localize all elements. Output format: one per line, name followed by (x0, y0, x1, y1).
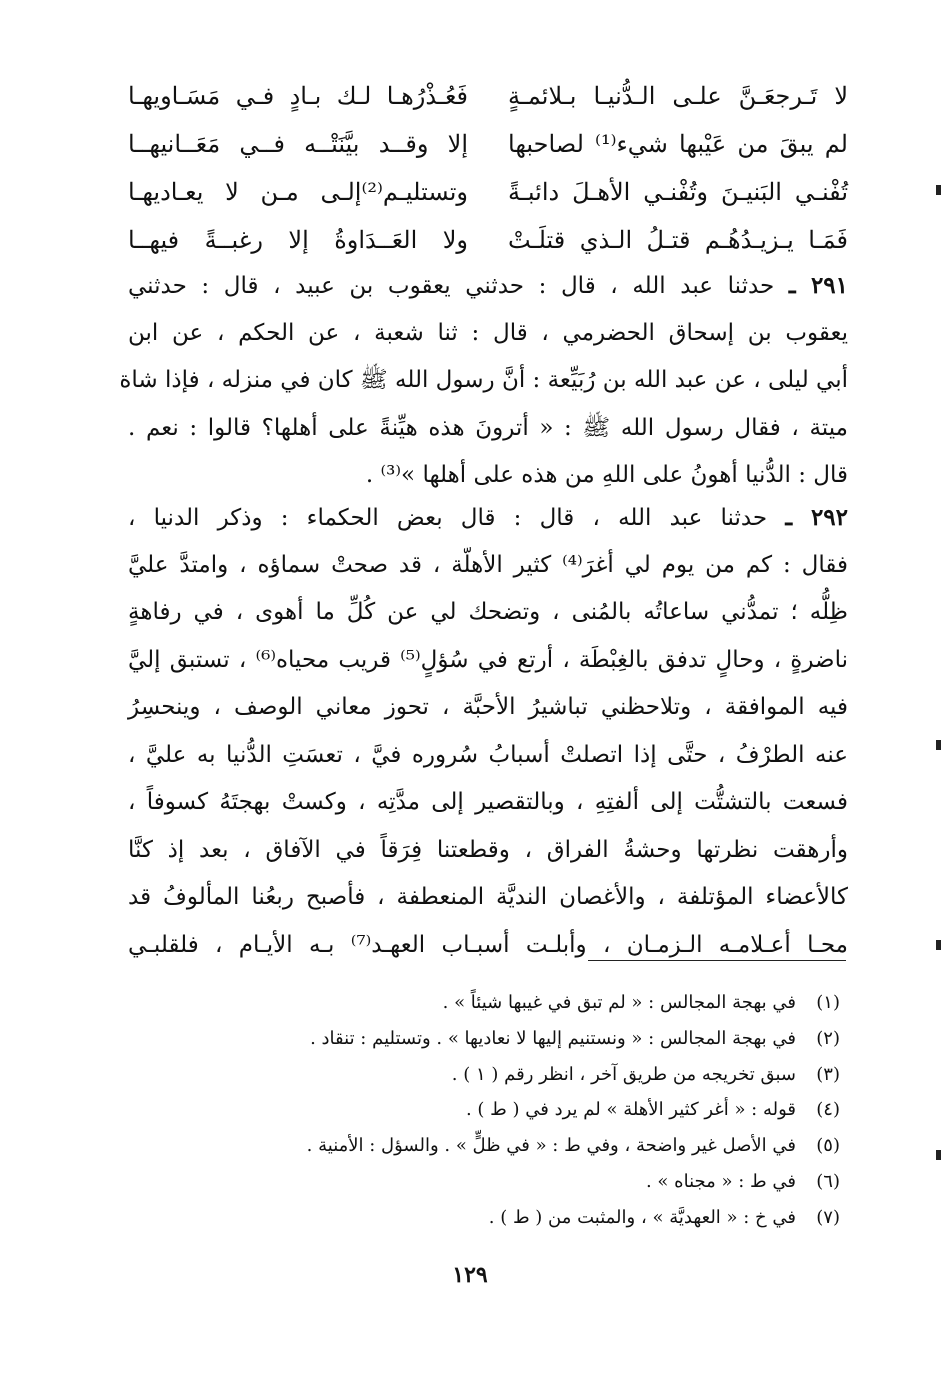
verse-first-hemistich: لا تَـرجعَـنَّ علـى الـدُّنيـا بـلائمـةٍ (508, 82, 848, 110)
text-line: ظِلُّه ؛ تمدُّني ساعاتُه بالمُنى ، وتضحك لي عن كُلِّ ما أهوى ، في رفاهةٍ (128, 599, 848, 625)
footnote-text: في خ : « العهديَّة » ، والمثبت من ( ط ) . (488, 1206, 796, 1228)
footnote-text: قوله : « أغر كثير الأهلة » لم يرد في ( ط ) . (465, 1099, 796, 1121)
hadith-number: ٢٩٢ ـ (785, 504, 849, 531)
verse-second-hemistich: فَعُـذْرُهـا لـك بـادٍ فـي مَسَـاويهـا (128, 82, 468, 110)
footnote (200, 1092, 840, 1128)
poem-verse (128, 72, 848, 120)
footnote-text: في الأصل غير واضحة ، وفي ط : « في ظلٍّ » . والسؤل : الأمنية . (306, 1135, 796, 1157)
text-line: عنه الطرْفُ ، حتَّى إذا اتصلتْ أسبابُ سُروره فيَّ ، تعسَتِ الدُّنيا به عليَّ ، (128, 741, 848, 768)
poem-verse (128, 120, 848, 168)
hadith-292 (128, 494, 848, 969)
scan-edge-mark (936, 185, 941, 195)
scan-edge-mark (936, 740, 941, 750)
text-line: ميتة ، فقال رسول الله ﷺ : « أترونَ هذه هيِّنةً على أهلها؟ قالوا : نعم . (128, 414, 848, 441)
footnote-number: (٦) (816, 1170, 840, 1192)
text-line: فسعت بالتشتُّت إلى ألفتِهِ ، وبالتقصير إلى مدَّتِه ، وكستْ بهجتَهُ كسوفاً ، (128, 789, 848, 815)
footnote-text: سبق تخريجه من طريق آخر ، انظر رقم ( ١ ) . (451, 1063, 796, 1085)
text-line (128, 262, 848, 310)
hadith-291 (119, 262, 848, 500)
text-line: قال : الدُّنيا أهونُ على اللهِ من هذه على أهلها »⁽³⁾ . (365, 462, 848, 488)
text-line: كالأعضاء المؤتلفة ، والأغصان النديَّة المنعطفة ، فأصبح ربعُنا المألوفُ قد (128, 884, 848, 910)
text-line: وأرهقت نظرتها وحشةُ الفراق ، وقطعتنا فِرَقاً في الآفاق ، بعد إذ كنَّا (128, 836, 848, 863)
text-line: محـا أعـلامـه الـزمـان ، وأبلـت أسبـاب العهـد⁽⁷⁾ بـه الأيـام ، فلقلبـي (128, 931, 849, 958)
footnote-divider (588, 960, 846, 961)
footnote-text: في بهجة المجالس : « ونستنيم إليها لا نعاديها » . وتستليم : تنقاد . (310, 1027, 796, 1049)
verse-first-hemistich: فَمَـا يـزيـدُهُـم قتـلُ الـذي قتلَـتْ (508, 226, 848, 254)
footnote (200, 1200, 840, 1236)
footnote-number: (٢) (816, 1027, 840, 1049)
footnote-number: (٣) (816, 1063, 840, 1085)
text-line: ناضرةٍ ، وحالٍ تدفق بالغِبْطَة ، أرتع في سُؤلٍ⁽⁵⁾ قريب محياه⁽⁶⁾ ، تستبق إليَّ (128, 646, 848, 673)
scan-edge-mark (936, 940, 941, 950)
text-line: فيه الموافقة ، وتلاحظني تباشيرُ الأحبَّة ، تحوز معاني الوصف ، وينحسِرُ (128, 694, 848, 720)
text-line-content: حدثنا عبد الله ، قال : حدثني يعقوب بن عبيد ، قال : حدثني (128, 273, 775, 299)
text-line: يعقوب بن إسحاق الحضرمي ، قال : ثنا شعبة ، عن الحكم ، عن ابن (128, 319, 848, 346)
text-line-content: حدثنا عبد الله ، قال : قال بعض الحكماء : وذكر الدنيا ، (128, 505, 768, 531)
footnote-number: (٤) (816, 1099, 840, 1121)
text-line: أبي ليلى ، عن عبد الله بن رُبَيِّعة : أنَّ رسول الله ﷺ كان في منزله ، فإذا شاة (119, 367, 848, 393)
text-line (128, 494, 848, 542)
footnotes (200, 985, 840, 1236)
footnote (200, 1057, 840, 1093)
footnote (200, 1128, 840, 1164)
verse-second-hemistich: ولا العَــدَاوةُ إلا رغبــةً فيهــا (128, 226, 468, 254)
poem-verse (128, 168, 848, 216)
text-line: فقال : كم من يوم لي أغرَ⁽⁴⁾ كثير الأهلّة ، قد صحتْ سماؤه ، وامتدَّ عليَّ (128, 551, 848, 578)
footnote-number: (٥) (816, 1135, 840, 1157)
footnote (200, 1021, 840, 1057)
verse-second-hemistich: إلا وقــد بيَّنَتْــه فــي مَعَــانيهــا (128, 130, 468, 158)
footnote-text: في ط : « مجناه » . (645, 1170, 796, 1192)
footnote (200, 985, 840, 1021)
verse-first-hemistich: تُفْنـي البَنيـنَ وتُفْنـي الأهـلَ دائبـةً (508, 178, 848, 206)
footnote-number: (٧) (816, 1206, 840, 1228)
poem (128, 72, 848, 264)
footnote (200, 1164, 840, 1200)
hadith-number: ٢٩١ ـ (788, 272, 848, 299)
footnote-text: في بهجة المجالس : « لم تبق في غيبها شيئاً » . (442, 992, 796, 1013)
verse-first-hemistich: لم يبقَ من عَيْبها شيء⁽¹⁾ لصاحبها (508, 130, 848, 158)
page-number: ١٢٩ (452, 1262, 488, 1288)
poem-verse (128, 216, 848, 264)
scan-edge-mark (936, 1150, 941, 1160)
verse-second-hemistich: وتستليـم⁽²⁾إلـى مـن لا يعـاديهـا (128, 178, 468, 206)
footnote-number: (١) (816, 992, 840, 1013)
